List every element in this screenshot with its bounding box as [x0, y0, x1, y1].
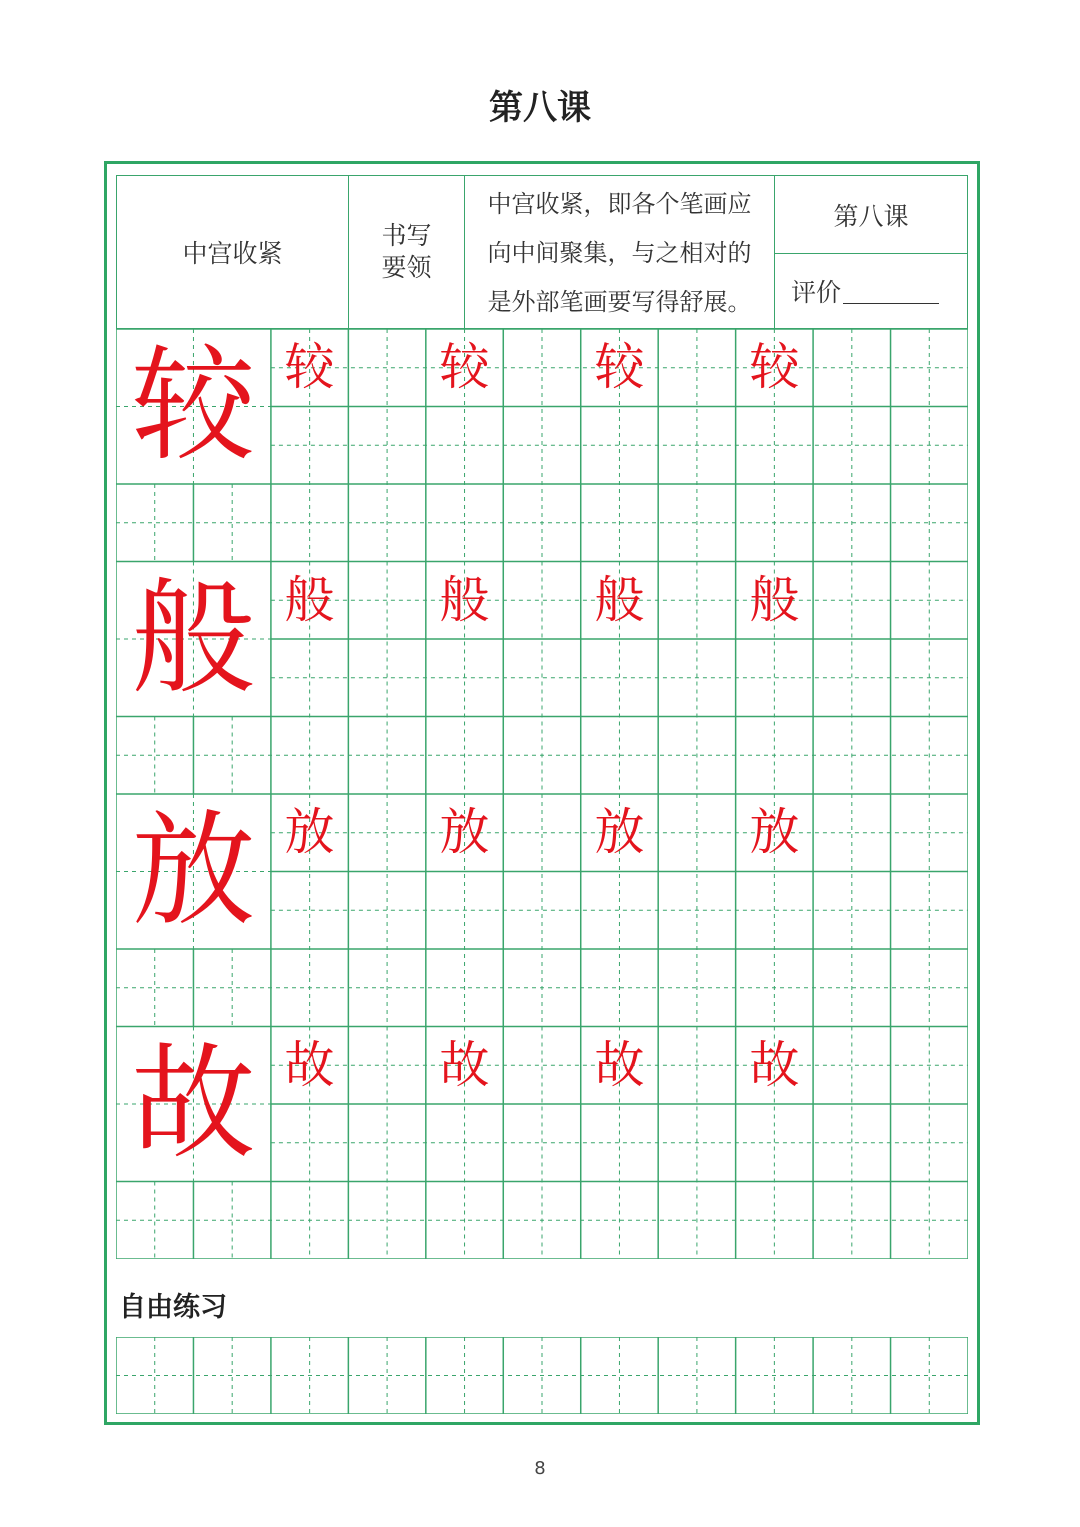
description-line2: 向中间聚集，与之相对的: [487, 238, 752, 267]
model-character-2: 般: [131, 567, 256, 711]
model-character-4: 故: [131, 1032, 256, 1176]
practice-grid[interactable]: [116, 329, 968, 1259]
rating-label: 评价: [791, 278, 842, 307]
trace-character: 故: [594, 1036, 645, 1094]
lesson-header: [116, 175, 968, 329]
free-practice-label: 自由练习: [119, 1292, 227, 1323]
trace-character: 放: [284, 803, 335, 861]
writing-tips-label-cell: [348, 175, 465, 329]
trace-character: 放: [594, 803, 645, 861]
trace-character: 放: [439, 803, 490, 861]
rating-row: [775, 254, 967, 328]
rating-blank[interactable]: [843, 279, 939, 304]
writing-tips-label-line2: 要领: [381, 253, 432, 282]
lesson-rating-cell: [774, 175, 968, 329]
trace-character: 故: [749, 1036, 800, 1094]
trace-character: 较: [594, 338, 645, 396]
trace-character: 故: [284, 1036, 335, 1094]
writing-tips-description-cell: [464, 175, 775, 329]
trace-character: 般: [594, 571, 645, 629]
model-character-3: 放: [131, 799, 256, 943]
topic-text: 中宫收紧: [182, 239, 283, 268]
trace-character: 较: [284, 338, 335, 396]
model-character-1: 较: [131, 334, 256, 478]
trace-character: 般: [439, 571, 490, 629]
trace-character: 放: [749, 803, 800, 861]
page-title: 第八课: [489, 88, 591, 128]
free-practice-grid[interactable]: [116, 1337, 968, 1414]
trace-character: 较: [749, 338, 800, 396]
trace-character: 较: [439, 338, 490, 396]
writing-tips-label-line1: 书写: [381, 221, 432, 250]
page-number: 8: [534, 1458, 546, 1479]
lesson-name: 第八课: [833, 201, 909, 231]
description-line3: 是外部笔画要写得舒展。: [487, 287, 752, 316]
topic-cell: [116, 175, 349, 329]
trace-character: 般: [749, 571, 800, 629]
trace-character: 故: [439, 1036, 490, 1094]
free-practice-grid-lines: [116, 1337, 968, 1414]
trace-character: 般: [284, 571, 335, 629]
description-line1: 中宫收紧，即各个笔画应: [487, 189, 752, 218]
